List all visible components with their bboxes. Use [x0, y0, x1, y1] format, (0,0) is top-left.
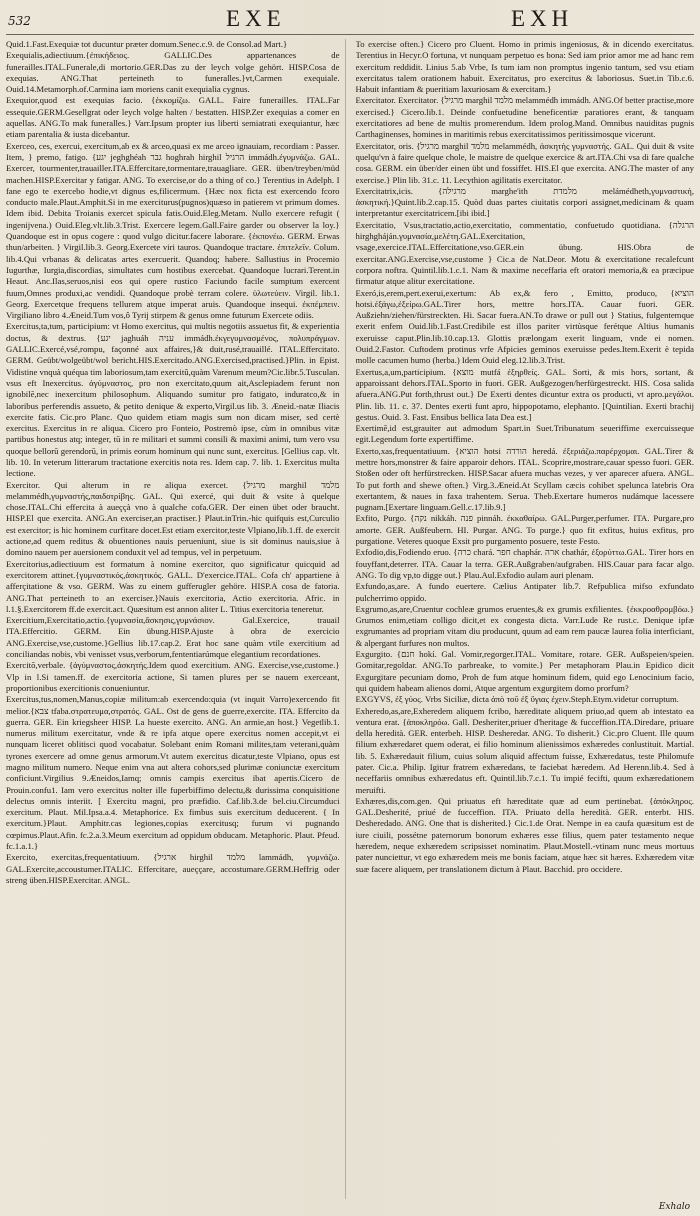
- entry: Exhæres,dis,com.gen. Qui priuatus eft hæreditate quæ ad eum pertinebat. {ἀπόκληρος. GAL.Desherité, priué de fucceffion. ITA. Priuato della heredità. GER. enterbt. HIS. Desheredado. ANG. One that is disherited.} Cic.1.de Orat. Nempe in ea caufa quæsitum est de iure ciuili, possétne paternorum bonorum exhæres esse filius, quem pater testamento neque hæredem, neque exhæredem scripsisset nominatim. Plaut.Mostell.-vtinam nunc meus mortuus pater nunciettur, vt ego exhæredem meis me bonis faciam, atque hæc sit hæres. Exhæredem vitæ suæ facere aliquem, per translationem dictum à Plaut. Bacchid. pro occidere.: [355, 795, 694, 874]
- entry: Exertimē,id est,grauiter aut admodum Spart.in Suet.Tribunatum seueriffime exercuisseque egit.Legendum forte expertiffime.: [355, 423, 694, 445]
- entry: Exerceo, ces, exercui, exercitum,ab ex & arceo,quasi ex me arceo ignauiam, recordiam : Passer. Item, } premo, fatigo. {יגע jeghghéah גבר hoghrah hirghil הרגיל immádh.ἐγυμνάζω. GAL. Exercer, tourmenter,trauailler.ITA.Effercitare,tormentare,trauagliare. GER. üben/treyben/müd machen.HISP.Exercitar y fatigar. ANG. To exercise,or do a thing of co.} Terentius in Adelph. I fane ego te exercebo hodie,vt dignus es,filicermum. {Hæc nox ficta est exercendo fcoro conducto male.Plaut.Amphit.Si in me exerciturus(pugnos)quæso in patierem vt primum domes. Idem ibid. Debita Troianis exercet spicula fatis.Ouid.Eleg.Metam. Nullo exercere refugit ( ingenijvena.) Ouid.Eleg.vlt.lib.3.Trist. Exercere legem.Gall.Faire garder ou observer la loy.} Quandoque est in opus cogere : quod vulgo dicitur.facere laborare. {ἐκπονέω. GERM. Erwas thun/arbeiten. } Virgil.lib.3. Georg.Exercete viri tauros. Quandoque tractare. ἐπιτελεῖν. Colum. lib.4.Qui vrbanas & delicatas artes exercuerit. Quandoq; habere. Sallustius in Procemio Iugurthæ, Iurgia,discordias, simultates cum hostibus exercebat. Quandoque lucrari.Terent.in Heaut. Anc.Ilas,seruos,nisi eos qui opere rustico Faciundo facile sumptum exercent fuum,Omnes produxi,ac vendidi. Quandoque probè terram colere. ὑλωτεύειν. Virgil. lib.1. Georg. Exercetque frequens tellurem atque imperat aruis. Quandoque insequi. ἐκπέμπειν. Virgiliano libro 4.Æneid.Tum vos,ô Tyrij stirpem & genus omne futurum Exercete odiis.: [6, 140, 340, 321]
- entry: Exercitatio, Vsus,tractatio,actio,exercitatio, commentatio, confuetudo quotidiana. {הרגלה hirghgháján.γυμνασία,μελέτη.GAL.Exercitation, vsage,exercice.ITAL.Effercitatione,vso.GER.ein übung. HIS.Obra de exercitar.ANG.Exercise,vse,custome } Cic.a de Nat.Deor. Motu & exercitatione recalefcunt corpora noftra. Quintil.lib.1.c.1. Nam & maxime neceffaria eft oratori memoria,& ea præcipue firmatur atque alitur exercitatione.: [355, 219, 694, 287]
- right-column: [356, 39, 695, 1199]
- right-running-head: EXH: [511, 6, 574, 31]
- entry: Exercitor. Qui alterum in re aliqua exercet. {מרגיל marghil מלמד melammédh,γυμναστής,παιδοτρίβης. GAL. Qui exercé, qui duit & vsite à quelque chose.ITAL.Chi effercita à aueççà vno à qualche cofa.GER. Der einen übet oder braucht. HISP.El que exercita. ANG.An exerciser,an practiser.} Plaut.inTrin.-hic quifquis est,Curculio est exercitor; is hic hominem curfitare docet.Est etiam exercitor,teste Vlpiano,lib.1.ff. de exercit actione,ad quem reditus & obuentiones nauis perueniunt, siue is sit dominus nauis,siue à domino nauem per auersionem conduxit vel ad tempus, vel in perpetuum.: [6, 479, 340, 558]
- entry: To exercise often.} Cicero pro Cluent. Homo in primis ingeniosus, & in dicendo exercitatus. Terentius in Hecyr.O fortuna, vt nunquam perpetuo es bona: Sed iam prior amor me ad hanc rem exercitum reddidit. Linius 5.ab Vrbe, Is tum iam non promptus ingenio tantum, sed vsu etiam exercitatus talem orationem habuit. Exercitatus, pro exercitus & laboriosus. Suet.in Tib.c.6. Habuit infantiam & pueritiam laxuriosam & exercitam.}: [355, 39, 694, 95]
- page-header: [6, 6, 694, 35]
- entry: Exercitus,tus,nomen,Manus,copiæ militum:ab exercendo:quia (vt inquit Varro)exercendo fit melior.{צבא tfaba.στρατευμα,στρατός. GAL. Ost de gens de guerre,exercite. ITA. Effercito da guerra. GER. Ein kriegsheer HISP. La hueste exercito. ANG. An armie,an host.} Vegetlib.1. numerus militum exercitatur, vnde & re ipfa atque opere exercitus nomen accepit,vt ei nunquam liceret oblitisci quod vocabatur. Solebant enim Romani milites,tam veterani,quàm tyrones exercere ad omne genus armorum.Vt autem exercitus dicatur,teste Vlpiano, opus est magno militum numero. Neque enim vna aut altera cohors,sed plurimæ coniunctæ exercitum conficiunt.Virgilius 9.Æneidos,Iamq; omnis campis exercitus ibat apertis.Cicero de Prouin.confu1. Iam vero exercitus nolter ille fuperbiffimo delectu,& durissima conquisitione delectus omnis interiit. [ Exercitu magni, pro præfidio. Caf.lib.3.de bel.ciu.Circumduci exercitum. Plaut. Mil.Ipsa.a.4. Metaphorice. Ex fimbus suis exercitum deducerent. { In exercitum.}Plaut. Amphitr.cas legiones,copias exercitusq; furum vi pugnando cœpimus.Plaut.Afin. fc.2.a.3.Meum exercitum ad oppidum obducam. Metaphoric. Plaut. Pfeud. fc.1.a.1.}: [6, 694, 340, 852]
- catchword: Exhalo: [658, 1202, 690, 1212]
- entry: Exercitium,Exercitatio,actio.{γυμνασία,ἄσκησις,γυμνάσιον. Gal.Exercice, trauail ITA.Effercitio. GERM. Ein übung.HISP.Ajuste à obra de exercicio ANG.Exercise,vse,custome.}Gellius lib.17.cap.2. Erat hoc sane quàm vtile exercitium ad conciliandas nobis, vbi venisset vsus,verborum,fententiarúmque elegantium recordationes.: [6, 615, 340, 660]
- entry: Exercitatrix,icis. {מרגילה marghe'ith מלמדת melámédheth,γυμναστική, ἀσκητική.}Quint.lib.2.cap.15. Quòd duas partes ciuitatis corpori assignet,medicinam & quam interpretantur exercitatricem.[ibi ibid.]: [355, 185, 694, 219]
- entry: Exerto,xas,frequentatiuum. {הוציא hotsi הורדה heredá. ἐξεριάζω.παρέρχομαι. GAL.Tirer & mettre hors,monstrer & faire apparoir dehors. ITAL. Scoprire,mostrare,cauar spesso fuori. GER. Stoßen oder oft herfürstrecken. HISP.Sacar afuera muchas vezes, y ver aparecer afuera. ANGL. To put forth and shewe often.} Virg.3.Æneid.At Scyllam cæcis cohibet spelunca latebris Ora exertantem, & naues in faxa trahentem. Serua. Theb.Exertare humeros nudámque lacessere pugnam.[Exertare linguam.Gell.c.17.lib.9.]: [355, 445, 694, 513]
- entry: Quid.1.Fast.Exequiæ tot ducuntur præter domum.Senec.c.9. de Consol.ad Mart.}: [6, 39, 288, 49]
- entry: Exfodio,dis,Fodiendo eruo. {כרה chará. חפר chaphár. ארה chathár, ἐξορύττω.GAL. Tirer hors en fouyffant,deterrer. ITA. Cauar la terra. GER.Außgraben/aufgraben. HIS.Cauar para facar algo. ANG. To dig vp,to digge out.} Plau.Aul.Exfodio aulam auri plenam.: [355, 547, 694, 580]
- entry: Exercitator, oris. {מרגיל marghil מלמד melammédh, ἀσκητὴς γυμναστής. GAL. Qui duit & vsite quelqu'vn à faire quelque chole, le maistre de quelque exercice & art.ITA.Chi vsa di fare qualche cosa. GERM. ein über/der einen übt und fossiffet. HIS.El que exercita. ANG.The master of any exercise.} Plin lib. 31.c. 11. Lecythion agilitatis exercitator.: [355, 140, 694, 185]
- entry: Exercitō,verbale. {ἀγύμναστος,ἀσκητής.Idem quod exercitium. ANG. Exercise,vse,custome.} Vlp in l.Si tamen.ff. de exercitoria actione, Si tamen plures per se nauem exerceant, proportionibus exercitionis conueniuntur.: [6, 660, 340, 693]
- entry: Exeró,is,erem,pert.exerui,exertum: Ab ex,& fero , Emitto, produco, {הוציא hotsi.ἐξάγω,ἐξείρω.GAL.Tirer hors, mettre hors.ITA. Cauar fuori. GER. Außziehn/ziehen/fürstreckten. Hi. Sacar fuera.AN.To drawe or pull out } Statius, fulgentemque exerit enfem Ouid.lib.1.Fast.Credibile est illos pariter virtùsque ferétque Altius humanis exeruisse caput.Plin.lib.10.cap.13. Glottis prælongam exerit linguam, vnde ei nomen. Ouid.2.Fastor. Cuftodem protinus vrfe Afpicies geminos exeruisse pedes.Item.Exerit è tepida molle cacumen humo (herba.) Idem Ouid eleg.12.lib.3.Trist.: [355, 287, 694, 366]
- entry: Exfundo,as,are. A fundo euertere. Cælius Antipater lib.7. Refpublica mifso exfundato pulcherrimo oppido.: [355, 581, 694, 603]
- entry: Exgurgito. {חנם hokí. Gal. Vomir,regorger.ITAL. Vomitare, rotare. GER. Außspeien/speien. Gomitar,regoldar. ANG.To parbreake, to vomite.} Per metaphoram Plau.in Epidico dicit Exgurgitare pecuniam domo, Proh de fum atque hominum fidem, quid ego Lenocinium facio, qui quidem habeam alienos domi, Atque argentum exgurgitem domo prorfum?: [355, 649, 694, 693]
- entry: Exequior,quod est exequias facio. {ἐκκομίζω. GALL. Faire funerailles. ITAL.Far essequie.GERM.Gesellgrat oder leych volge halten / bestatten. HISP.Zer exequias a comer en aquellas. ANG.To mak funeralles.} Varr.Ipsum propter ius liberti semiatrati exequiantur, hæc etiam parentalia & iusta dicebantur.: [6, 95, 340, 140]
- entry: Exequialis,adiectiuum.{ἐπικήδειος. GALLIC.Des appartenances de funerailles.ITAL.Funerale,di mortorio.GER.Das zu der leych volge gehört. HISP.Cosa de exequias. ANG.That perteineth to funeralles.}vt,Carmen exequiale. Ouid.14.Metamorph.of.Carmina iam moriens canit exequialia cygnus.: [6, 50, 340, 95]
- page-number: 532: [8, 14, 31, 28]
- text-columns: [6, 39, 694, 1199]
- entry: EXGYVS, ἐξ γύος. Vrbs Siciliæ, dicta ἀπὸ τοῦ ἐξ ὕγιας ἐχειν.Steph.Etym.videtur corruptum.: [355, 694, 679, 705]
- entry: Exercitus,ta,tum, participium: vt Homo exercitus, qui multis negotiis assuetus fit, & experientia doctus, & dextrus. {יגע jaghuáh עניה immádh.ἐκγεγυμνασμένος, πολυπράγμων. GALLIC.Exercé,vsé,rompu, façonné aux affaires,}& duit,rusé,trauaillé. ITAL.Effercitato. GERM. Geübt/wolgeübt/wol bericht.HIS.Exercitado.ANG.Exercised,practised.}Plin. in Epist. Vidistine vnquà quéqua tim laboriosum,tam exercitû,quàm Varenum meum?Cic.libr.5.Tusculan. vsus eft Inexercitus. ἀγύμναστος, pro non exercitato,quum ait,Asclepiadem ferunt non ignobilē,nec inexercitum philosophum. Aliquando sumitur pro fatigato, induratco,& in laboribus perferendis assueto, & petito denique & experto,Virgil.us lib. 3. Æneid.-natæ Iliacis exercite fatis. Cic.pro Planc. Quo quidem etiam magis sum non dicam miser, sed certè exercitus. Exercitus in re aliqua. Cicero pro Fonteio, Postremò ipse, cùm in omnibus vitæ partibus honestus atq; integer, tū in re militari et summi consili & maximi animi, tum vero vsu quoque bellorū gerendorū, in primis eorum hominum qui nunc sunt, exercitus. [Gellius cap. vlt. lib. 10. In veterum litterarum tractatione exercitis nota res. Idem cap. 7. lib. 1. Exercitus multa lectione.: [6, 321, 340, 479]
- left-column: [6, 39, 346, 1199]
- entry: Exheredo,as,are,Exheredem aliquem fcribo, hæreditate aliquem priuo,ad quem ab intestato ea ventura erat. {ἀποκληρόω. Gall. Desheriter,priuer d'heritage & fucceffion.ITA.Diredare, priuare della heredità. GER. enterbeh. HISP. Desheredar. ANG. To disherit.} Cic.pro Cluent. Ille quum filium exhæredaret quem oderat, ei filio hominum alienissimos exhæredes conlustituit. Martial. lib. 5. Exhæredauit filium, cuius solum aliquid affectum fuisse, Exhæredatus, teste Philomufe pater. Cic.a. Philip. Igitur fratrem exhæredans, te faciebat hæredem. Ad Herenn.lib.4. Sed à neceffariis omnibus exhæredatus eft. Quintil.lib.7.c.1. Tu impié fecifti, quum exhæredationem meruifti.: [355, 705, 694, 795]
- left-running-head: EXE: [226, 6, 286, 31]
- entry: Exertus,a,um,participium. {מוצא mutfá ἐξηρθείς. GAL. Sorti, & mis hors, sortant, & apparoissant dehors.ITAL.Sporto in fuori. GER. Außgezogen/herfürgestreckt. HIS. Cosa salida afuera.ANG.Put forth,thrust out.} De Exerti dentes dicuntur extra os producti, vt apro.μεγάλοι. Plin. lib. 11. c. 37. Dentes exerti funt apro, hippopotamo, elephanto. [Quintilian. Exerti brachij gestus. Ouid. 3. Fast. Ensibus bellica lata Dea est.]: [355, 366, 694, 422]
- entry: Exercitator. Exercitator. {מרגיל marghil מלמד melammédh immádh. ANG.Of better practise,more exercised.} Cicero.lib.1. Deinde confuetudine beneficentiæ paratiores erant, & tanquam exercitatiores ad bene de multis promerendum. Idem prolog.Mand. Omnibus nauiditas pugnis Carthaginenses, homines in maritimis rebus exercitatissimos peritissimosque vicerunt.: [355, 95, 694, 140]
- entry: Exfito, Purgo. {נקה nikkáh. פנה pinnáh. ἐκκαθαίρω. GAL.Purger,perfumer. ITA. Purgare,pro amorte. GER. Außfeubern. HI. Purgar. ANG. To purge.} quo fit exfitus, huius exfitus, pro purgatione. Veteres quoque Exsit pro purgamento posuere, teste Festo.: [355, 513, 694, 547]
- entry: Exercitorius,adiectiuum est formatum à nomine exercitor, quo significatur quicquid ad exercitorem attinet.{γυμναστικός,ἀσκητικός. GALL. D'exercice.ITAL. Cofa ch' appartiene à afferçitatione & vso. GERM. Was zu einem gufferugler gehöre. HISP.A cosa de fatoria. ANG.That perteineth to an exerciser.}Nauis exercitoria, Actio exercitoria. Afric. in l.1.§.Exercitorem ff.de exercit.act. Quæsitum est annon aliter L. Titius exercitoria teneretur.: [6, 558, 340, 614]
- entry: Exercito, exercitas,frequentatiuum. {ארגיל hirghil מלמד lammádh, γυμνάζω. GAL.Exercite,accoustumer.ITALIC. Effercitare, aueççare, accostumare.GERM.Heffrig oder streng üben.HISP.Exercitar. ANGL.: [6, 852, 340, 885]
- entry: Exgrumo,as,are,Cruentur cochleæ grumos eruentes,& ex grumis exfilientes. {ἐκκροαθρομβόω.} Grumos enim,etiam colligo dicit,et ex congesta dicta. Varr.Lude Re rust.c. Denique ipfæ exgrumantes ad propriam vitam diu producunt, quum ad eam rem paucæ laurea folia interficiant, & alpergant furfures non multos.: [355, 603, 694, 648]
